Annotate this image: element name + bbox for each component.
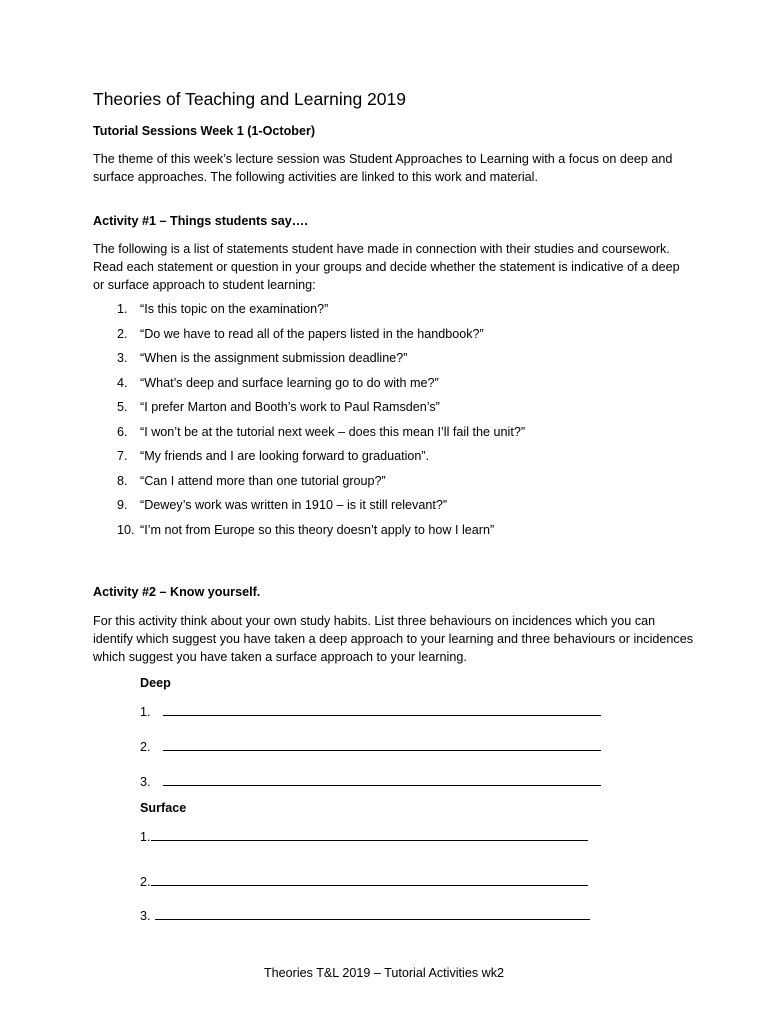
surface-blank-1 bbox=[140, 827, 588, 846]
surface-label: Surface bbox=[140, 801, 187, 815]
activity1-instructions: The following is a list of statements student have made in connection with their studies and coursework. Read each statement or question in your groups and decide whether the statement is indicative of a deep or surface approach to student learning: bbox=[93, 242, 680, 292]
page-footer: Theories T&L 2019 – Tutorial Activities wk2 bbox=[263, 966, 505, 980]
document-title: Theories of Teaching and Learning 2019 bbox=[93, 89, 406, 109]
item-text: “Is this topic on the examination?” bbox=[140, 302, 329, 316]
answer-line[interactable] bbox=[151, 872, 588, 886]
deep-blank-1 bbox=[140, 702, 601, 721]
surface-blank-3 bbox=[140, 906, 590, 925]
blank-number: 1. bbox=[140, 705, 151, 719]
blank-number: 2. bbox=[140, 875, 151, 889]
blank-number: 1. bbox=[140, 830, 151, 844]
item-number: 6. bbox=[117, 424, 128, 439]
item-number: 7. bbox=[117, 449, 128, 463]
item-text: “When is the assignment submission deadline?” bbox=[140, 351, 408, 365]
blank-number: 3. bbox=[140, 775, 151, 789]
answer-line[interactable] bbox=[155, 906, 590, 920]
item-text: “I prefer Marton and Booth’s work to Paul Ramsden’s” bbox=[140, 400, 440, 414]
activity2-instructions: For this activity think about your own study habits. List three behaviours on incidences which you can identify which suggest you have taken a deep approach to your learning and three behaviours or incidences which suggest you have taken a surface approach to your learning. bbox=[93, 614, 693, 664]
deep-blank-2 bbox=[140, 737, 601, 756]
surface-blank-2 bbox=[140, 872, 588, 891]
item-number: 10. bbox=[117, 522, 135, 537]
blank-number: 2. bbox=[140, 740, 151, 754]
activity2-heading: Activity #2 – Know yourself. bbox=[93, 585, 261, 599]
item-text: “What’s deep and surface learning go to do with me?” bbox=[140, 375, 439, 390]
session-subtitle: Tutorial Sessions Week 1 (1-October) bbox=[93, 124, 316, 138]
deep-label: Deep bbox=[140, 676, 171, 690]
answer-line[interactable] bbox=[163, 737, 601, 751]
item-text: “I’m not from Europe so this theory doesn’t apply to how I learn” bbox=[140, 522, 495, 537]
blank-number: 3. bbox=[140, 909, 151, 923]
item-number: 5. bbox=[117, 400, 128, 414]
item-number: 4. bbox=[117, 375, 128, 390]
item-number: 1. bbox=[117, 302, 128, 316]
item-text: “I won’t be at the tutorial next week – does this mean I’ll fail the unit?” bbox=[140, 424, 526, 439]
answer-line[interactable] bbox=[163, 702, 601, 716]
deep-blank-3 bbox=[140, 772, 601, 791]
item-text: “Can I attend more than one tutorial group?” bbox=[140, 473, 386, 488]
item-number: 2. bbox=[117, 326, 128, 341]
answer-line[interactable] bbox=[151, 827, 588, 841]
intro-paragraph: The theme of this week’s lecture session was Student Approaches to Learning with a focus on deep and surface approaches. The following activities are linked to this work and material. bbox=[93, 152, 673, 184]
item-number: 8. bbox=[117, 473, 128, 488]
answer-line[interactable] bbox=[163, 772, 601, 786]
item-number: 9. bbox=[117, 498, 128, 512]
item-text: “Do we have to read all of the papers listed in the handbook?” bbox=[140, 326, 484, 341]
item-text: “Dewey’s work was written in 1910 – is it still relevant?” bbox=[140, 498, 448, 512]
item-text: “My friends and I are looking forward to graduation”. bbox=[140, 449, 430, 463]
activity1-heading: Activity #1 – Things students say…. bbox=[93, 214, 308, 228]
item-number: 3. bbox=[117, 351, 128, 365]
